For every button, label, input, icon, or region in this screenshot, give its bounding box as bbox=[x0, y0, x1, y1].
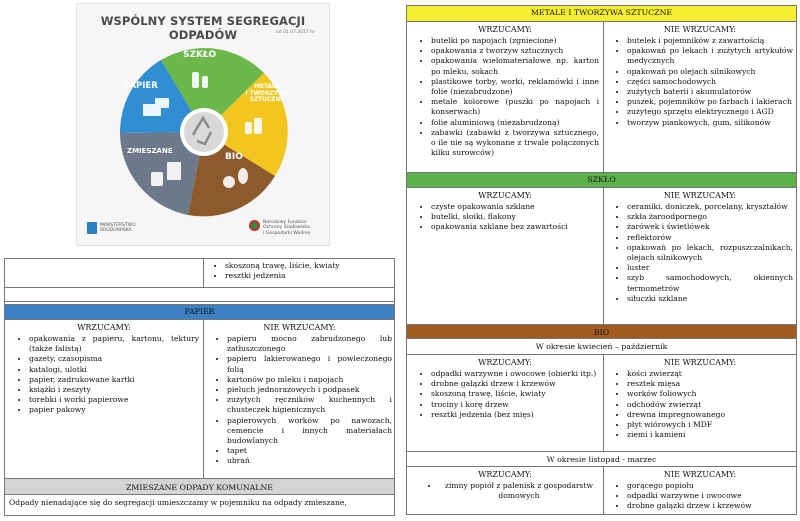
bio-yes-heading: WRZUCAMY: bbox=[478, 358, 532, 367]
zmieszane-header: ZMIESZANE ODPADY KOMUNALNE bbox=[5, 478, 394, 495]
papier-no-column bbox=[207, 322, 392, 467]
bio-header: BIO bbox=[407, 324, 796, 339]
list-item: • szyb samochodowych, okiennych termometrów bbox=[627, 273, 793, 293]
bio-winter-no-heading: NIE WRZUCAMY: bbox=[663, 470, 737, 479]
szklo-yes-heading: WRZUCAMY: bbox=[478, 191, 532, 200]
list-item: • odchodów zwierząt bbox=[627, 400, 793, 410]
szklo-yes-list bbox=[411, 202, 599, 233]
list-item: • papier pakowy bbox=[29, 405, 199, 415]
nfos-name-3: i Gospodarki Wodnej bbox=[263, 230, 311, 236]
list-item: • książki i zeszyty bbox=[29, 385, 199, 395]
list-item: • torebki i worki papierowe bbox=[29, 395, 199, 405]
list-item: • skoszoną trawę, liście, kwiaty bbox=[225, 261, 393, 271]
list-item: • opakowania wielomateriałowe np. karton po mleku, sokach bbox=[431, 56, 599, 76]
list-item: • butelki, słoiki, flakony bbox=[431, 212, 599, 222]
szklo-no-list bbox=[607, 202, 793, 304]
nfos-name-2: Ochrony Środowiska bbox=[263, 225, 310, 231]
papier-yes-list bbox=[9, 334, 199, 416]
list-item: • siłuczki szklane bbox=[627, 294, 793, 304]
list-item: • odpadki warzywne i owocowe (obierki itp.) bbox=[431, 369, 599, 379]
metale-no-column bbox=[607, 24, 793, 128]
list-item: • resztek mięsa bbox=[627, 379, 793, 389]
list-item: • opakowań po lekach i zużytych artykułów medycznych bbox=[627, 46, 793, 66]
poster-title: WSPÓLNY SYSTEM SEGREGACJI ODPADÓW bbox=[100, 14, 306, 42]
bio-period-2: W okresie listopad - marzec bbox=[407, 451, 796, 467]
papier-yes-column bbox=[9, 322, 199, 416]
nfos-name-1: Narodowy Fundusz bbox=[263, 220, 307, 225]
list-item: • papieru mocno zabrudzonego lub zatłuszczonego bbox=[227, 334, 392, 354]
bio-winter-yes-heading: WRZUCAMY: bbox=[478, 470, 532, 479]
list-item: • folie aluminiową (niezabrudzoną) bbox=[431, 118, 599, 128]
list-item: • kości zwierząt bbox=[627, 369, 793, 379]
poster-date: od 01.07.2017 hr bbox=[276, 30, 315, 35]
list-item: • czyste opakowania szklane bbox=[431, 202, 599, 212]
bio-winter-no-column bbox=[607, 469, 793, 512]
list-item: • tworzyw piankowych, gum, silikonów bbox=[627, 118, 793, 128]
szklo-no-heading: NIE WRZUCAMY: bbox=[663, 191, 737, 200]
list-item: • pieluch jednorazowych i podpasek bbox=[227, 385, 392, 395]
metale-no-list bbox=[607, 36, 793, 128]
list-item: • tapet bbox=[227, 446, 392, 456]
list-item: • skoszoną trawę, liście, kwiaty bbox=[431, 389, 599, 399]
label-metale-3: SZTUCZNE bbox=[249, 97, 285, 104]
list-item: • papieru lakierowanego i powleczonego folią bbox=[227, 354, 392, 374]
list-item: • puszek, pojemników po farbach i lakierach bbox=[627, 97, 793, 107]
list-item: • ziemi i kamieni bbox=[627, 430, 793, 440]
list-item: • odpadki warzywne i owocowe bbox=[627, 491, 793, 501]
bio-winter-yes-list bbox=[411, 481, 599, 501]
bio-winter-no-list bbox=[607, 481, 793, 512]
list-item: • opakowań po lekach, rozpuszczalnikach, olejach silnikowych bbox=[627, 243, 793, 263]
segregation-wheel bbox=[77, 4, 331, 247]
list-item: • drewna impregnowanego bbox=[627, 410, 793, 420]
papier-no-heading: NIE WRZUCAMY: bbox=[263, 323, 336, 332]
list-item: • ceramiki, doniczek, porcelany, kryształów bbox=[627, 202, 793, 212]
list-item: • papierowych worków po nawozach, cemencie i innych materiałach budowlanych bbox=[227, 416, 392, 447]
ministry-name-2: ŚRODOWISKA bbox=[100, 228, 132, 234]
metale-yes-column bbox=[411, 24, 599, 158]
list-item: • opakowań po olejach silnikowych bbox=[627, 67, 793, 77]
bio-no-list bbox=[607, 369, 793, 440]
list-item: • butelek i pojemników z zawartością bbox=[627, 36, 793, 46]
list-item: • ubrań bbox=[227, 456, 392, 466]
metale-header: METALE I TWORZYWA SZTUCZNE bbox=[407, 6, 796, 22]
list-item: • luster bbox=[627, 263, 793, 273]
list-item: • katalogi, ulotki bbox=[29, 365, 199, 375]
zmieszane-text: Odpady nienadające się do segregacji umieszczamy w pojemniku na odpady zmieszane, bbox=[9, 498, 347, 507]
metale-yes-list bbox=[411, 36, 599, 158]
bio-period-1: W okresie kwiecień – październik bbox=[407, 339, 796, 355]
label-papier: PAPIER bbox=[124, 81, 158, 91]
label-mieszane: ZMIESZANE bbox=[127, 147, 173, 155]
list-item: • zimny popiół z palenisk z gospodarstw domowych bbox=[439, 481, 599, 501]
list-item: • gazety, czasopisma bbox=[29, 354, 199, 364]
szklo-no-column bbox=[607, 190, 793, 304]
list-item: • drobne gałązki drzew i krzewów bbox=[627, 501, 793, 511]
ministry-emblem-icon bbox=[87, 222, 97, 234]
list-item: • zużytego sprzętu elektrycznego i AGD bbox=[627, 107, 793, 117]
list-item: • kartonów po mleku i napojach bbox=[227, 375, 392, 385]
label-bio: BIO bbox=[225, 152, 243, 162]
list-item: • szkła żaroodpornego bbox=[627, 212, 793, 222]
list-item: • opakowania szklane bez zawartości bbox=[431, 222, 599, 232]
list-item: • resztki jedzenia (bez mięs) bbox=[431, 410, 599, 420]
nfos-emblem-icon bbox=[249, 220, 260, 231]
label-szklo: SZKŁO bbox=[183, 50, 217, 60]
list-item: • butelki po napojach (zgniecione) bbox=[431, 36, 599, 46]
list-item: • płyt wiórowych i MDF bbox=[627, 420, 793, 430]
metale-no-heading: NIE WRZUCAMY: bbox=[663, 25, 737, 34]
papier-header: PAPIER bbox=[5, 304, 394, 320]
continued-list bbox=[205, 261, 393, 281]
szklo-header: SZKŁO bbox=[407, 172, 796, 188]
label-metale-2: I TWORZYWA bbox=[245, 90, 289, 97]
papier-no-list bbox=[207, 334, 392, 467]
bio-no-column bbox=[607, 357, 793, 440]
list-item: • metale kolorowe (puszki po napojach i konserwach) bbox=[431, 97, 599, 117]
list-item: • gorącego popiołu bbox=[627, 481, 793, 491]
list-item: • zużytych ręczników kuchennych i chusteczek higienicznych bbox=[227, 395, 392, 415]
ministry-name-1: MINISTERSTWO bbox=[100, 223, 136, 228]
list-item: • papier, zadrukowane kartki bbox=[29, 375, 199, 385]
list-item: • zabawki (zabawki z tworzywa sztucznego, o ile nie są wykonane z trwale połączonych kilku surowców) bbox=[431, 128, 599, 159]
list-item: • reflektorów bbox=[627, 233, 793, 243]
list-item: • żarówek i świetlówek bbox=[627, 222, 793, 232]
label-metale bbox=[245, 84, 289, 104]
bio-no-heading: NIE WRZUCAMY: bbox=[663, 358, 737, 367]
list-item: • plastikowe torby, worki, reklamówki i inne folie (niezabrudzone) bbox=[431, 77, 599, 97]
right-document bbox=[406, 5, 797, 515]
szklo-yes-column bbox=[411, 190, 599, 233]
papier-yes-heading: WRZUCAMY: bbox=[77, 323, 131, 332]
bio-winter-yes-column bbox=[411, 469, 599, 501]
list-item: • zużytych baterii i akumulatorów bbox=[627, 87, 793, 97]
list-item: • worków foliowych bbox=[627, 389, 793, 399]
segregation-poster bbox=[76, 3, 330, 246]
label-metale-1: METALE bbox=[254, 84, 280, 90]
list-item: • trociny i korę drzew bbox=[431, 400, 599, 410]
metale-yes-heading: WRZUCAMY: bbox=[478, 25, 532, 34]
list-item: • opakowania z tworzyw sztucznych bbox=[431, 46, 599, 56]
list-item: • opakowania z papieru, kartonu, tektury (także falistą) bbox=[29, 334, 199, 354]
list-item: • części samochodowych bbox=[627, 77, 793, 87]
left-document bbox=[4, 258, 395, 516]
list-item: • resztki jedzenia bbox=[225, 271, 393, 281]
bio-yes-list bbox=[411, 369, 599, 420]
list-item: • drobne gałązki drzew i krzewów bbox=[431, 379, 599, 389]
bio-yes-column bbox=[411, 357, 599, 420]
